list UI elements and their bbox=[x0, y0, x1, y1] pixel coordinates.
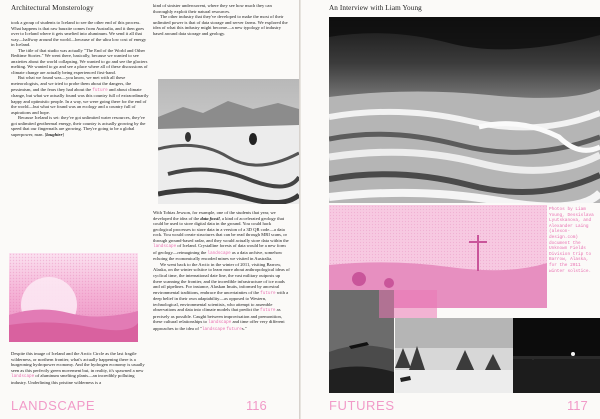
snow-dunes-image bbox=[329, 17, 600, 203]
left-running-head: Architectural Monsterology bbox=[11, 4, 94, 12]
photo-caption bbox=[549, 207, 599, 274]
col1-top-paragraph-3: But what we found was—you know, we met with all these meteorologists, and we tried to probe them about the dangers, the pessimism, and the fears they had about the future and about climate change, but what we actually found was this country full of extraordinarily happy and optimistic people. In a way, we were going there for the end of the world—but what we found was an ecology and a country full of aspirations and hope. bbox=[11, 75, 149, 115]
left-column2-top bbox=[153, 3, 290, 36]
right-running-head: An Interview with Liam Young bbox=[329, 4, 422, 12]
left-page bbox=[0, 0, 299, 419]
caption-text: Photos by Liam Young, Dessislava Lyutskanova, and Alexander Laing (alexon-design.com) document the Unknown Fields Division trip to Barrow, Alaska, for the 2011 winter solstice. bbox=[549, 207, 594, 274]
col2-top-paragraph-1: kind of sinister undercurrent, where they see how much they can thoroughly exploit their natural resources. bbox=[153, 3, 272, 14]
col2-top-paragraph-2: The other industry that they've developed to make the most of their unlimited power is that of data storage and server farms. We explored the idea of what this industry might become—a new typology of industry based around data storage and geology. bbox=[153, 14, 288, 36]
night-road-image bbox=[513, 318, 600, 393]
glacier-image bbox=[158, 79, 299, 204]
right-page bbox=[301, 0, 600, 419]
snow-dunes-photo bbox=[329, 17, 600, 203]
left-page-number: 116 bbox=[246, 398, 267, 413]
col1-top-paragraph-1: took a group of students to Iceland to see the other end of this process. What happens is that raw bauxite comes from Australia, and it then goes over to Iceland where it gets smelted into aluminum. We send it all that way—halfway around the world—because of the ultra low cost of energy in Iceland. bbox=[11, 20, 147, 48]
pink-overlay-block bbox=[379, 290, 437, 318]
pink-sun-image bbox=[9, 253, 138, 342]
left-column1-top bbox=[11, 20, 150, 137]
right-page-number: 117 bbox=[567, 398, 588, 413]
col2-bottom-paragraph-1: With Tobias Jewson, for example, one of the students that year, we developed the idea of the data fossil, a kind of accelerated geology that could be used to store digital data in the ground. You could hack geological processes to store data in a version of a 3D QR code—a data rock. You would create structures that can be read through MRI scans, or through ground-based radar, and they would actually store data within the landscape of Iceland. Crystalline forests of data would be a new form of geology—reimagining the landscape as a data archive, somehow echoing the economically encoded mines we visited in Australia. bbox=[153, 210, 289, 262]
right-footer-word: FUTURES bbox=[329, 398, 395, 413]
glacier-photo bbox=[158, 79, 299, 204]
col1-top-paragraph-2: The title of that studio was actually "The End of the World and Other Bedtime Stories." We went there, basically, because we wanted to see anxieties about the world collapsing. We wanted to go and see the glaciers melting. We wanted to go and see a place where all of these discussions of climate change are actually being experienced first-hand. bbox=[11, 47, 148, 75]
left-column1-bottom bbox=[11, 351, 150, 385]
col2-bottom-paragraph-2: We went back to the Arctic in the winter of 2011, visiting Barrow, Alaska, on the winter solstice to learn more about anthropological ideas of cyclical time, the international date line, the vast military outposts up there scanning the frontier, and the incredible infrastructure of ice roads and oil pipelines. For instance, Alaskan Inuits, informed by ancestral environmental traditions, embrace the uncertainties of the future with a deep belief in their own adaptability—as opposed to Western, technological, environmental scientists, who attempt to assemble observations and data into climate models that predict the future as precisely as possible. Caught between improvisation and premonition, these cultural relationships to landscape and time offer very different approaches to the idea of "landscape futures." bbox=[153, 261, 290, 332]
left-footer-word: LANDSCAPE bbox=[11, 398, 96, 413]
left-column2-bottom bbox=[153, 210, 290, 332]
forest-fog-image bbox=[395, 318, 513, 393]
col1-bottom-paragraph-1: Despite this image of Iceland and the Arctic Circle as the last fragile wilderness, or northern frontier, what's actually happening there is a burgeoning hydropower economy. And the hydrogen economy is usually seen as this perfectly green movement but, in reality, it's spawned a new landscape of aluminum smelting plants—an incredibly polluting industry. Underlining this pristine wilderness is a bbox=[11, 351, 145, 385]
night-road-photo bbox=[513, 318, 600, 393]
col1-top-paragraph-4: Because Iceland is set: they've got unlimited water resources, they've got unlimited geothermal energy, their country is actually growing by the speed that our fingernails are growing. They're going to be a global superpower, man. [laughter] bbox=[11, 115, 146, 137]
pink-sun-photo bbox=[9, 253, 138, 342]
forest-fog-photo bbox=[395, 318, 513, 393]
